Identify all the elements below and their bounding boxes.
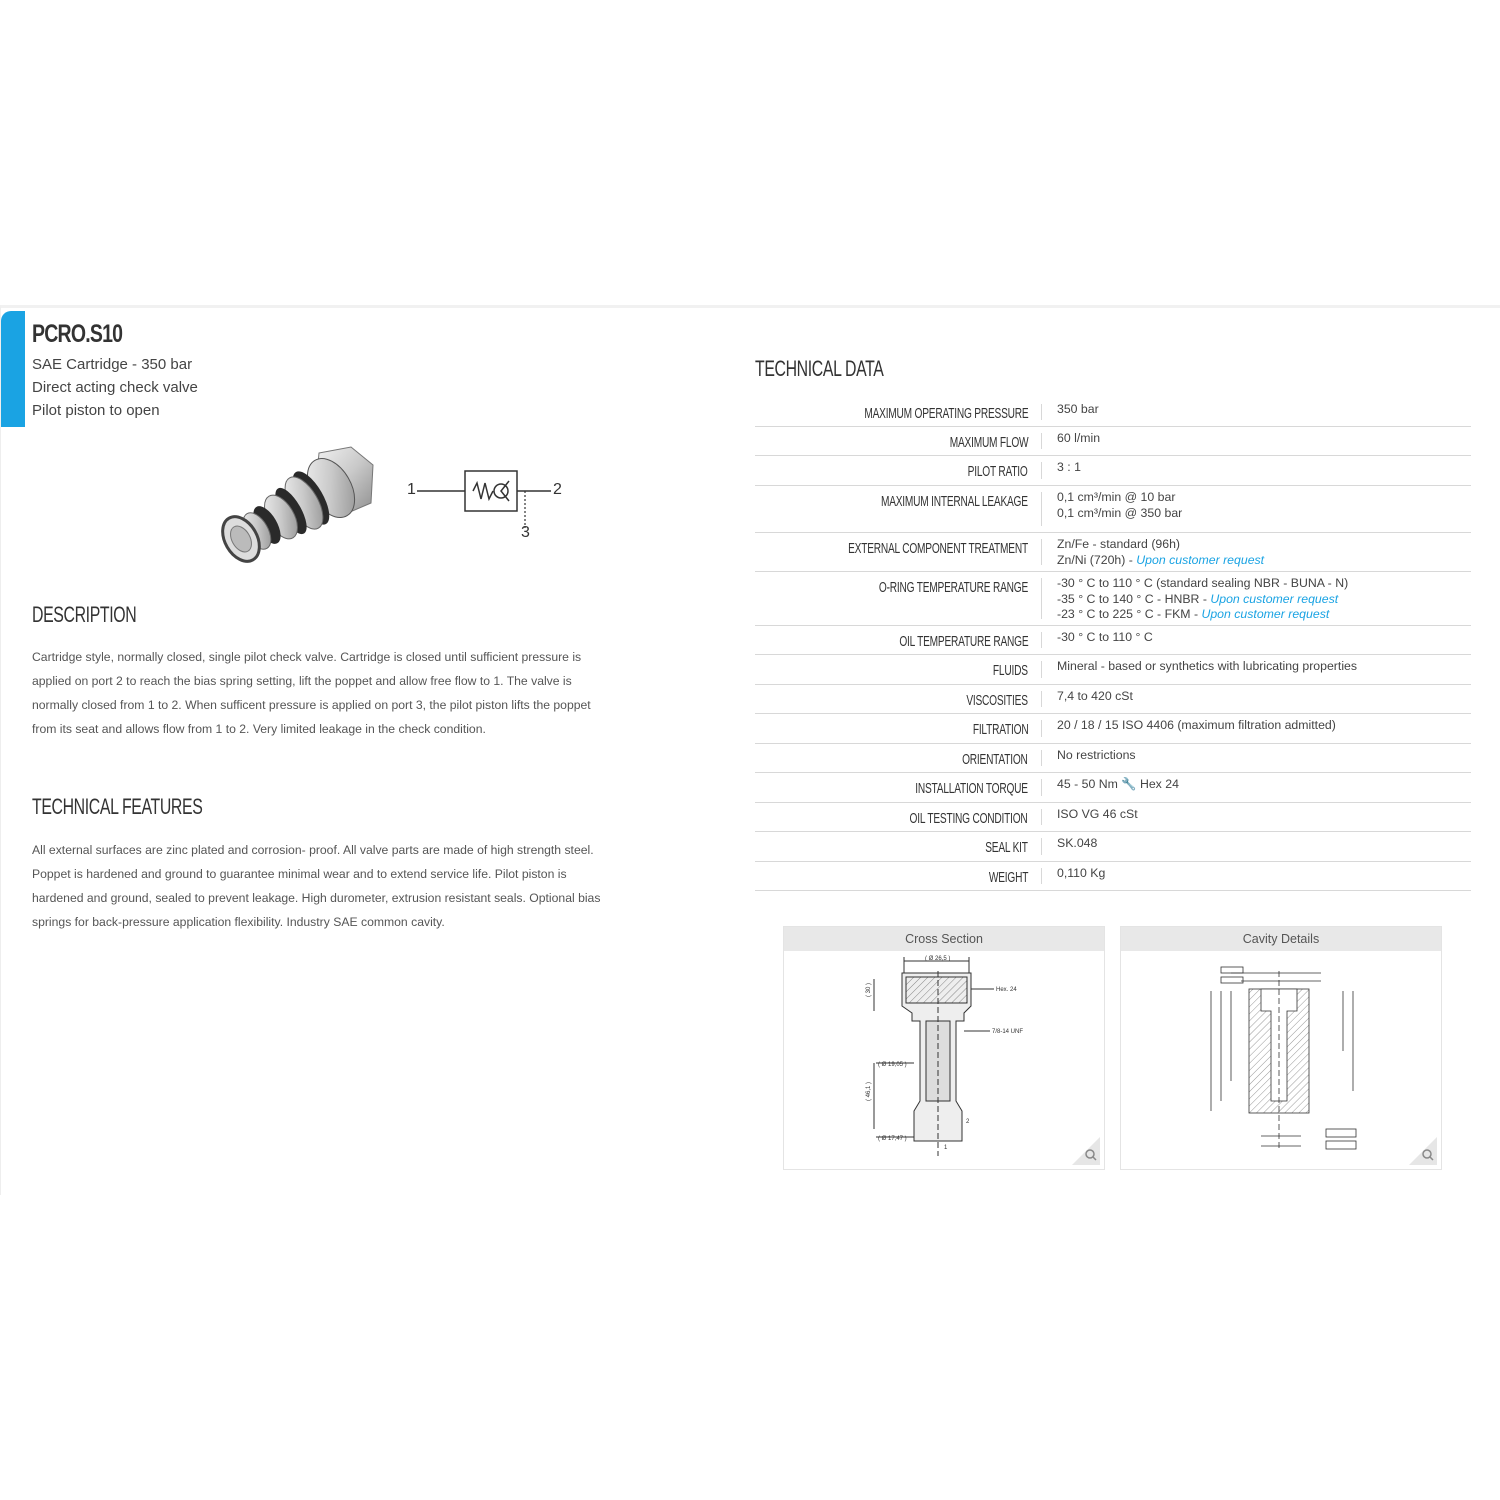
tech-value-line <box>1057 807 1471 823</box>
dim-port1: 1 <box>944 1145 948 1151</box>
tech-value-text: -23 ° C to 225 ° C - FKM - <box>1057 607 1202 621</box>
dim-thread: 7/8-14 UNF <box>992 1029 1024 1035</box>
tech-value-line <box>1057 576 1471 592</box>
tech-value-line <box>1057 506 1471 522</box>
tech-label <box>755 862 1041 890</box>
tech-value-text: 0,1 cm³/min @ 10 bar <box>1057 490 1176 504</box>
tech-label-text: EXTERNAL COMPONENT TREATMENT <box>848 541 1028 557</box>
tech-label-text: WEIGHT <box>988 870 1028 886</box>
tech-value-text: 0,110 Kg <box>1057 866 1106 880</box>
tech-row <box>755 655 1471 685</box>
tech-value <box>1042 714 1471 743</box>
dim-top-diam: ( Ø 26,5 ) <box>925 956 951 962</box>
dim-port2: 2 <box>966 1119 970 1125</box>
tech-label-text: OIL TESTING CONDITION <box>910 811 1028 827</box>
tech-label <box>755 744 1041 772</box>
tech-value-line <box>1057 537 1471 553</box>
zoom-icon[interactable] <box>1409 1137 1437 1165</box>
tech-value <box>1042 427 1471 455</box>
tech-row <box>755 744 1471 773</box>
tech-label <box>755 655 1041 684</box>
product-code: PCRO.S10 <box>32 320 123 348</box>
tech-value-line <box>1057 836 1471 852</box>
tech-label-text: SEAL KIT <box>985 840 1028 856</box>
tech-value-line <box>1057 431 1471 447</box>
tech-value <box>1042 655 1471 684</box>
tech-value-line <box>1057 689 1471 705</box>
port-3-label: 3 <box>521 524 530 541</box>
tech-value <box>1042 773 1471 802</box>
tech-value-text: 20 / 18 / 15 ISO 4406 (maximum filtration admitted) <box>1057 718 1336 732</box>
cross-section-title: Cross Section <box>784 927 1104 951</box>
tech-row <box>755 486 1471 533</box>
tech-value-text: Zn/Ni (720h) - <box>1057 552 1137 567</box>
tech-label-text: ORIENTATION <box>962 752 1028 768</box>
tech-value-text: Zn/Fe - standard (96h) <box>1057 537 1181 551</box>
tech-value-line <box>1057 659 1471 675</box>
tech-row <box>755 533 1471 572</box>
dim-h1: ( 30 ) <box>866 982 872 997</box>
tech-value-line <box>1057 592 1471 608</box>
tech-value <box>1042 862 1471 890</box>
tech-value-text: 3 : 1 <box>1057 460 1081 474</box>
tech-value-line <box>1057 402 1471 418</box>
port-1-label: 1 <box>407 481 416 498</box>
cavity-details-title: Cavity Details <box>1121 927 1441 951</box>
tech-label <box>755 832 1041 861</box>
tech-value <box>1042 398 1471 426</box>
tech-label-text: VISCOSITIES <box>966 693 1028 709</box>
technical-data-table <box>755 398 1471 891</box>
tech-value-line <box>1057 607 1471 623</box>
tech-label-text: MAXIMUM OPERATING PRESSURE <box>863 406 1028 422</box>
dim-d1: ( Ø 19,05 ) <box>878 1062 907 1068</box>
tech-row <box>755 685 1471 714</box>
tech-label <box>755 456 1041 485</box>
tech-value-text: -35 ° C to 140 ° C - HNBR - <box>1057 591 1211 606</box>
cavity-details-card[interactable] <box>1120 926 1442 1170</box>
tech-label-text: MAXIMUM INTERNAL LEAKAGE <box>881 494 1028 510</box>
tech-label <box>755 427 1041 455</box>
tech-value-line <box>1057 718 1471 734</box>
tech-label <box>755 685 1041 713</box>
tech-row <box>755 714 1471 744</box>
technical-data-heading: TECHNICAL DATA <box>755 356 884 381</box>
tech-value-line <box>1057 748 1471 764</box>
tech-label-text: OIL TEMPERATURE RANGE <box>898 634 1028 650</box>
dim-h2: ( 46,1 ) <box>866 1081 872 1101</box>
cross-section-drawing <box>784 951 1104 1169</box>
subtitle-3: Pilot piston to open <box>32 402 160 419</box>
tech-label <box>755 533 1041 571</box>
tech-value-line <box>1057 460 1471 476</box>
tech-row <box>755 773 1471 803</box>
cross-section-card[interactable] <box>783 926 1105 1170</box>
tech-value-text: -30 ° C to 110 ° C (standard sealing NBR - BUNA - N) <box>1057 576 1349 590</box>
tech-value <box>1042 803 1471 831</box>
tech-row <box>755 427 1471 456</box>
dim-d2: ( Ø 17,47 ) <box>878 1136 907 1142</box>
tech-value <box>1042 832 1471 861</box>
customer-request-link[interactable]: Upon customer request <box>1210 591 1339 606</box>
tech-row <box>755 398 1471 427</box>
features-heading: TECHNICAL FEATURES <box>32 794 203 819</box>
tech-value-text: 0,1 cm³/min @ 350 bar <box>1057 505 1183 520</box>
tech-label-text: FILTRATION <box>972 722 1028 738</box>
tech-label <box>755 803 1041 831</box>
tech-label <box>755 773 1041 802</box>
description-heading: DESCRIPTION <box>32 602 137 627</box>
cartridge-image <box>211 443 381 568</box>
tech-label-text: MAXIMUM FLOW <box>949 435 1028 451</box>
subtitle-2: Direct acting check valve <box>32 379 198 396</box>
tech-value-text: 7,4 to 420 cSt <box>1057 689 1133 703</box>
features-text: All external surfaces are zinc plated and corrosion- proof. All valve parts are made of high strength steel. Poppet is hardened and ground to guarantee minimal wear and to extend service life. Pilot piston is hardened and ground, sealed to prevent leakage. High durometer, extrusion resistant seals. Optional bias springs for back-pressure application flexibility. Industry SAE common cavity. <box>32 843 601 929</box>
tech-value <box>1042 744 1471 772</box>
tech-label <box>755 714 1041 743</box>
tech-row <box>755 832 1471 862</box>
tech-label <box>755 626 1041 654</box>
tech-value <box>1042 572 1471 625</box>
tech-value <box>1042 533 1471 571</box>
tech-value-text: No restrictions <box>1057 748 1136 762</box>
zoom-icon[interactable] <box>1072 1137 1100 1165</box>
tech-label-text: PILOT RATIO <box>968 464 1028 480</box>
tech-value <box>1042 626 1471 654</box>
tech-label-text: O-RING TEMPERATURE RANGE <box>878 580 1028 596</box>
customer-request-link[interactable]: Upon customer request <box>1201 607 1330 621</box>
port-2-label: 2 <box>553 481 562 498</box>
hydraulic-symbol <box>401 458 571 548</box>
tech-label <box>755 572 1041 625</box>
customer-request-link[interactable]: Upon customer request <box>1136 552 1265 567</box>
cavity-drawing <box>1121 951 1441 1169</box>
tech-label <box>755 486 1041 532</box>
tech-value-line <box>1057 777 1471 793</box>
tech-label-text: INSTALLATION TORQUE <box>915 781 1028 797</box>
tech-row <box>755 803 1471 832</box>
tech-value-text: ISO VG 46 cSt <box>1057 807 1138 821</box>
tech-value <box>1042 456 1471 485</box>
tech-value-text: 60 l/min <box>1057 431 1101 445</box>
tech-row <box>755 626 1471 655</box>
tech-value <box>1042 486 1471 532</box>
tech-value-text: SK.048 <box>1057 836 1098 850</box>
tech-label <box>755 398 1041 426</box>
subtitle-1: SAE Cartridge - 350 bar <box>32 356 193 373</box>
tech-value-text: -30 ° C to 110 ° C <box>1057 630 1153 644</box>
tech-value-text: Mineral - based or synthetics with lubricating properties <box>1057 659 1358 673</box>
tech-row <box>755 456 1471 486</box>
tech-value-line <box>1057 490 1471 506</box>
tech-value-line <box>1057 630 1471 646</box>
tech-value-text: 45 - 50 Nm 🔧 Hex 24 <box>1057 777 1179 791</box>
accent-bar <box>1 311 25 427</box>
tech-value-line <box>1057 553 1471 569</box>
tech-row <box>755 572 1471 626</box>
dim-hex: Hex. 24 <box>996 987 1017 993</box>
tech-row <box>755 862 1471 891</box>
description-text: Cartridge style, normally closed, single pilot check valve. Cartridge is closed until sufficient pressure is applied on port 2 to reach the bias spring setting, lift the poppet and allow free flow to 1. The valve is normally closed from 1 to 2. When sufficent pressure is applied on port 3, the pilot piston lifts the poppet from its seat and allows flow from 1 to 2. Very limited leakage in the check condition. <box>32 650 591 736</box>
product-sheet <box>0 305 1500 1195</box>
tech-value <box>1042 685 1471 713</box>
tech-value-text: 350 bar <box>1057 402 1099 416</box>
tech-value-line <box>1057 866 1471 882</box>
tech-label-text: FLUIDS <box>993 663 1028 679</box>
